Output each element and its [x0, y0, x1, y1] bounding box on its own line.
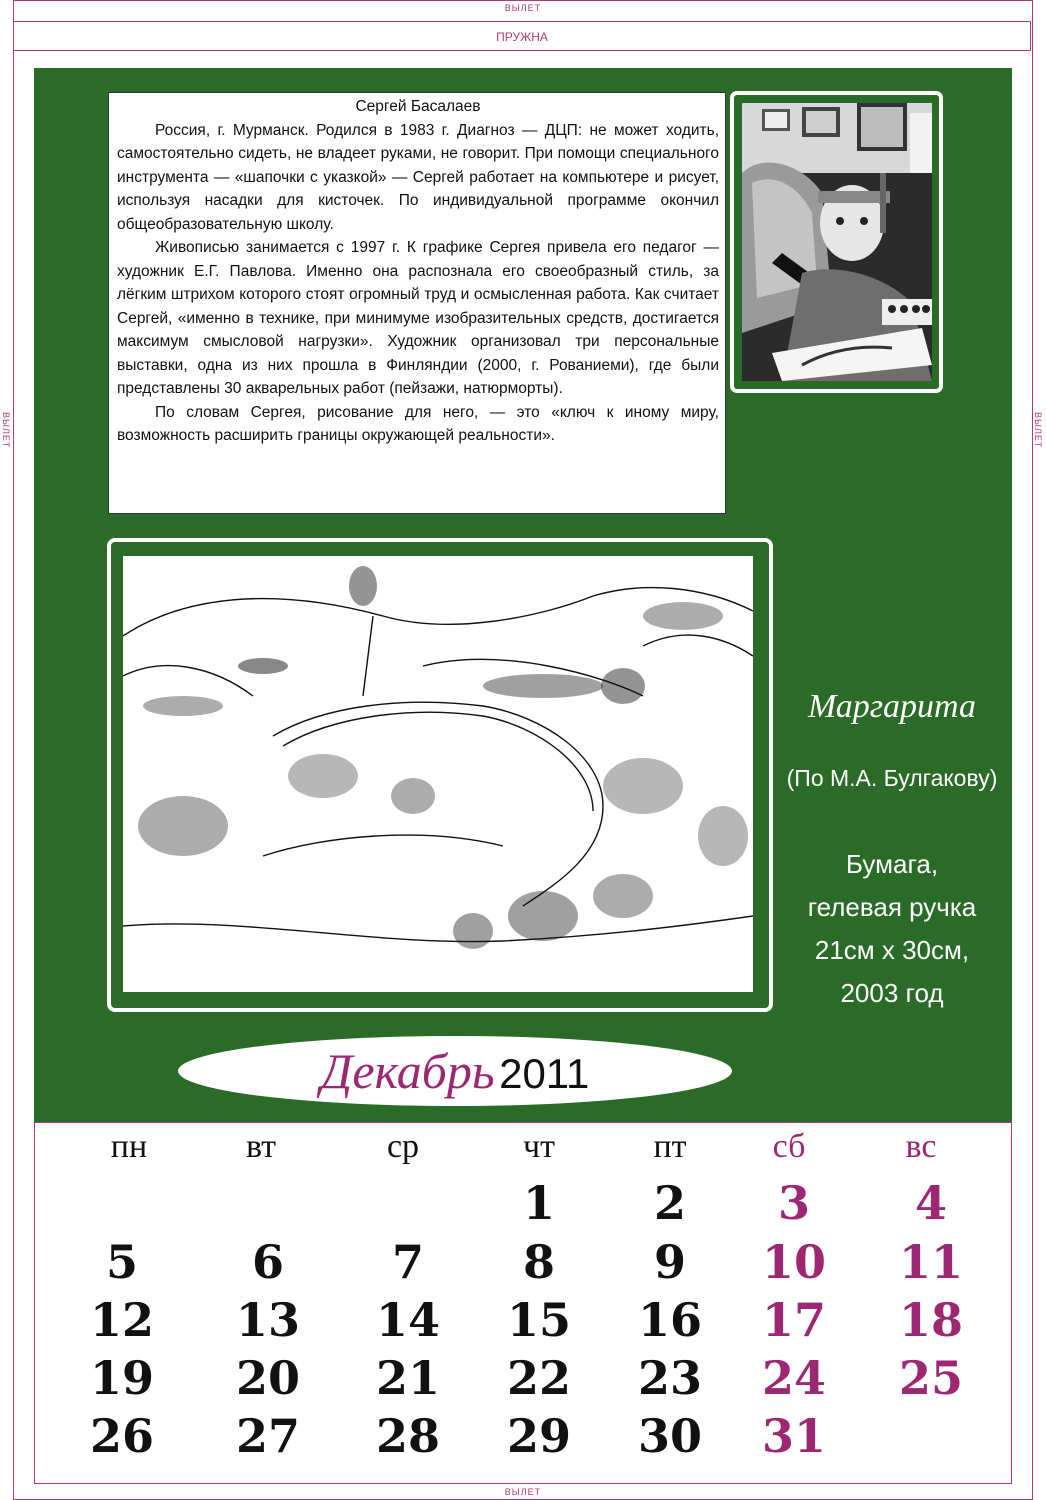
calendar-day-weekend: 10 — [761, 1235, 826, 1289]
bleed-label-top: ВЫЛЕТ — [504, 3, 542, 13]
weekday-header: пн — [110, 1128, 148, 1165]
calendar-day-weekend: 11 — [898, 1235, 963, 1289]
weekday-header-weekend: вс — [905, 1128, 937, 1165]
artwork-details — [776, 843, 1008, 1015]
month-name: Декабрь — [320, 1043, 495, 1099]
calendar-day: 6 — [251, 1235, 284, 1289]
calendar-day-weekend: 4 — [914, 1176, 947, 1230]
calendar-day: 1 — [522, 1176, 555, 1230]
calendar-day: 12 — [89, 1293, 154, 1347]
artwork-size-line: 21см х 30см, — [814, 935, 970, 965]
bio-paragraph: По словам Сергея, рисование для него, — это «ключ к иному миру, возможность расширить границы окружающей реальности». — [117, 403, 719, 444]
weekday-header: пт — [653, 1128, 687, 1165]
bio-paragraph: Живописью занимается с 1997 г. К графике Сергея привела его педагог — художник Е.Г. Павлова. Именно она распознала его своеобразный стиль, за лёгким штрихом которого стоят огромный труд и осмысленная работа. Как считает Сергей, «именно в технике, при минимуме изобразительных средств, достигается максимум смысловой нагрузки». Художник организовал три персональные выставки, одна из них прошла в Финляндии (2000, г. Рованиеми), где были представлены 30 акварельных работ (пейзажи, натюрморты). — [117, 239, 719, 397]
bleed-label-right: ВЫЛЕТ — [1033, 412, 1043, 449]
calendar-day: 19 — [89, 1351, 154, 1405]
weekday-header: ср — [386, 1128, 420, 1165]
spring-binding-zone: ПРУЖНА — [13, 21, 1031, 51]
calendar-day: 23 — [637, 1351, 702, 1405]
calendar-day: 5 — [105, 1235, 138, 1289]
calendar-day: 8 — [522, 1235, 555, 1289]
artwork-drawing — [123, 556, 753, 992]
bleed-label-bottom: ВЫЛЕТ — [504, 1487, 542, 1497]
calendar-day: 2 — [653, 1176, 686, 1230]
artwork-year-line: 2003 год — [840, 978, 944, 1008]
calendar-day-weekend: 18 — [898, 1293, 963, 1347]
artist-photo-frame — [730, 91, 943, 393]
calendar-day: 20 — [235, 1351, 300, 1405]
calendar-day-weekend: 31 — [761, 1409, 826, 1463]
artwork-medium-line: Бумага, — [845, 849, 939, 879]
weekday-header-weekend: сб — [772, 1128, 806, 1165]
calendar-day: 27 — [235, 1409, 300, 1463]
calendar-day-weekend: 25 — [898, 1351, 963, 1405]
calendar-day: 14 — [375, 1293, 440, 1347]
calendar-day: 16 — [637, 1293, 702, 1347]
calendar-day: 28 — [375, 1409, 440, 1463]
calendar-year: 2011 — [499, 1050, 590, 1097]
biography-box — [108, 92, 726, 514]
calendar-day: 26 — [89, 1409, 154, 1463]
artwork-subtitle: (По М.А. Булгакову) — [786, 765, 998, 791]
calendar-day: 15 — [506, 1293, 571, 1347]
artwork-medium-line: гелевая ручка — [807, 892, 977, 922]
calendar-day: 29 — [506, 1409, 571, 1463]
calendar-day-weekend: 3 — [777, 1176, 810, 1230]
calendar-day-weekend: 17 — [761, 1293, 826, 1347]
artist-photo — [742, 103, 932, 381]
artwork-title: Маргарита — [807, 688, 977, 725]
artist-name: Сергей Басалаев — [355, 98, 481, 115]
weekday-header: чт — [523, 1128, 555, 1165]
calendar-day: 7 — [391, 1235, 424, 1289]
bleed-label-left: ВЫЛЕТ — [1, 412, 11, 449]
weekday-header: вт — [245, 1128, 277, 1165]
calendar-day: 30 — [637, 1409, 702, 1463]
calendar-day: 13 — [235, 1293, 300, 1347]
calendar-day: 9 — [653, 1235, 686, 1289]
bio-paragraph: Россия, г. Мурманск. Родился в 1983 г. Диагноз — ДЦП: не может ходить, самостоятельно сидеть, не владеет руками, не говорит. При помощи специального инструмента — «шапочки с указкой» — Сергей работает на компьютере и рисует, используя насадки для кисточек. По индивидуальной программе окончил общеобразовательную школу. — [117, 121, 719, 233]
calendar-day: 21 — [375, 1351, 440, 1405]
artwork-frame — [107, 538, 773, 1012]
calendar-day-weekend: 24 — [761, 1351, 826, 1405]
month-title — [178, 1036, 732, 1106]
calendar-day: 22 — [506, 1351, 571, 1405]
